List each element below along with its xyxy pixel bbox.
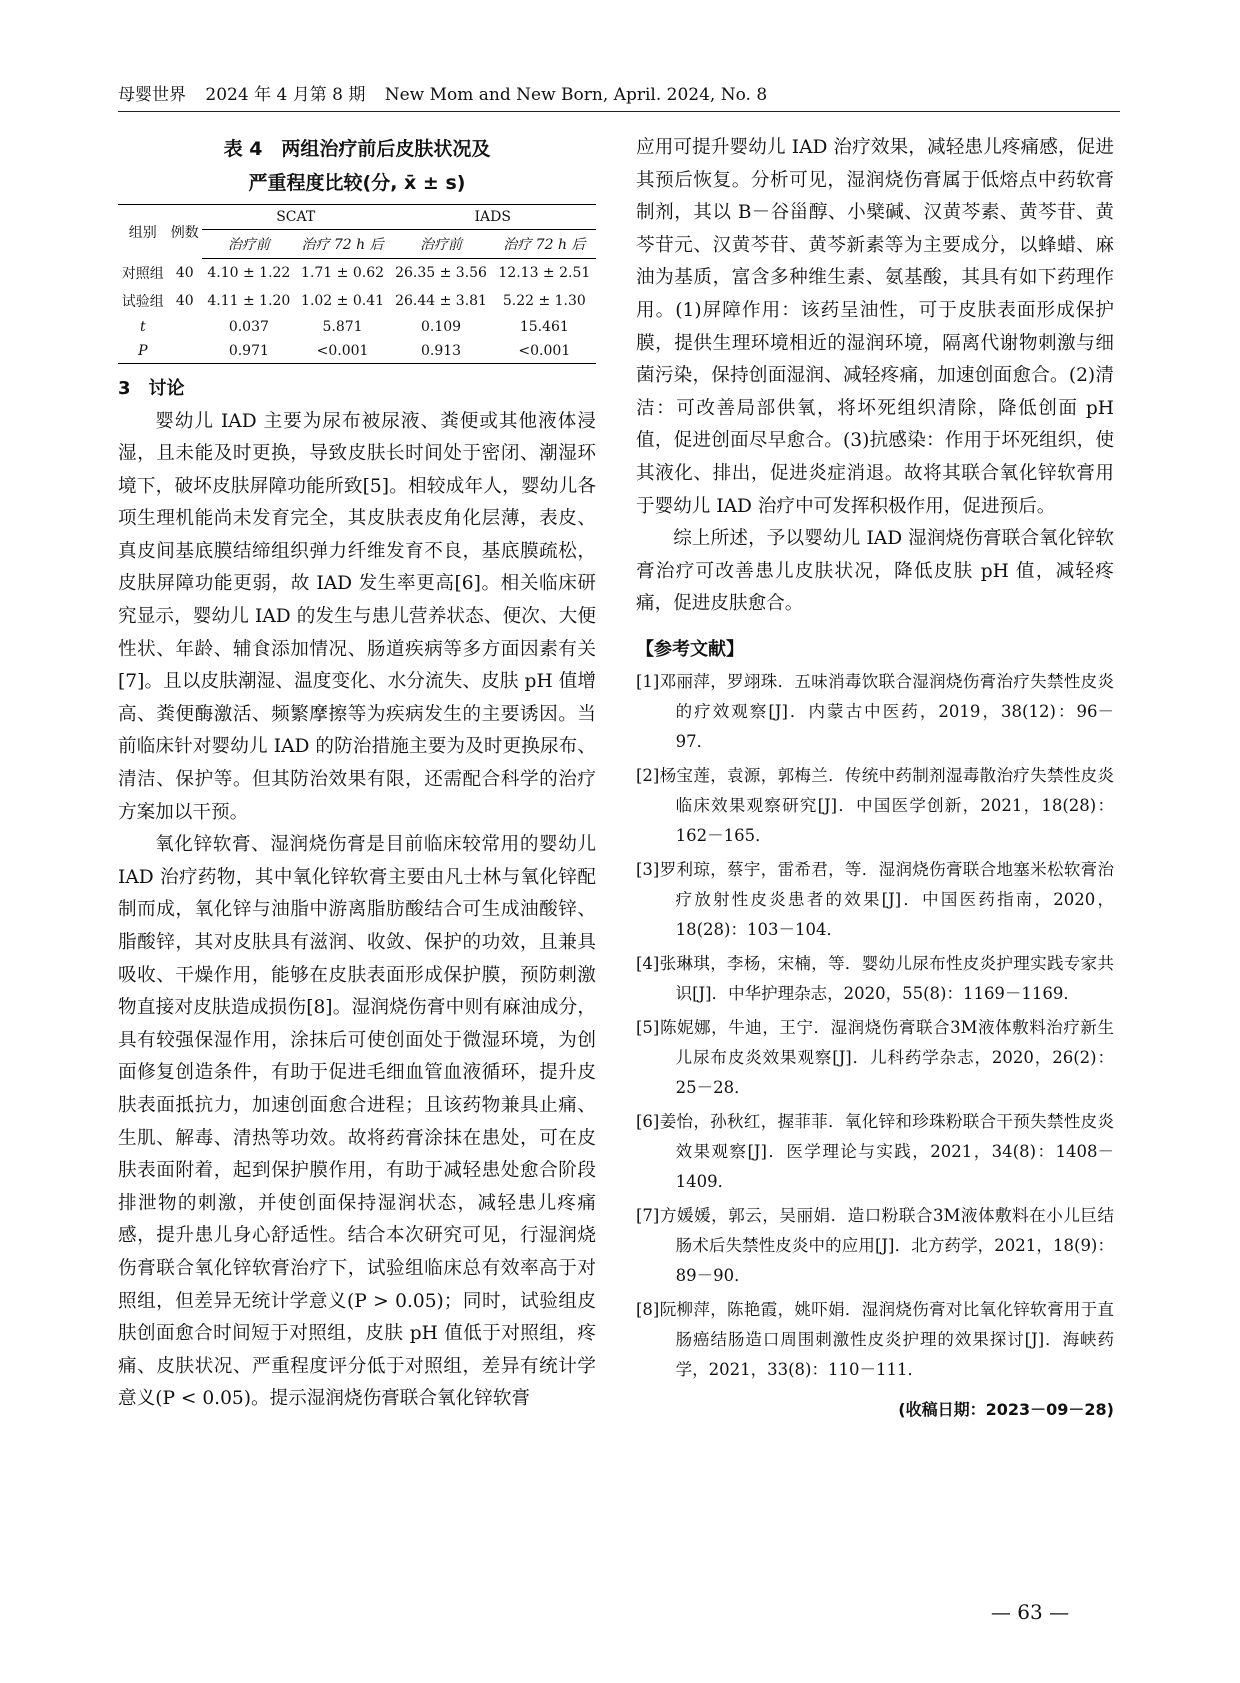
journal-name: 母婴世界 — [118, 85, 186, 105]
table-title-line1: 表 4 两组治疗前后皮肤状况及 — [223, 138, 491, 160]
table-cell: <0.001 — [296, 339, 390, 364]
table-row — [118, 287, 596, 315]
table-cell: 0.037 — [228, 318, 269, 335]
table-cell: 26.35 ± 3.56 — [395, 264, 487, 281]
table-cell: 12.13 ± 2.51 — [498, 264, 591, 281]
section-title: 3 讨论 — [118, 377, 185, 399]
table-cell: 1.02 ± 0.41 — [301, 292, 385, 309]
reference-item: [7]方媛媛，郭云，吴丽娟．造口粉联合3M液体敷料在小儿巨结肠术后失禁性皮炎中的应用[J]．北方药学，2021，18(9)：89－90． — [636, 1205, 1114, 1285]
scat-after-header: 治疗 72 h 后 — [296, 230, 390, 259]
table-cell: P — [118, 339, 168, 364]
reference-item: [5]陈妮娜，牛迪，王宁．湿润烧伤膏联合3M液体敷料治疗新生儿尿布皮炎效果观察[J]．儿科药学杂志，2020，26(2)：25－28． — [636, 1017, 1114, 1097]
table-cell: 0.913 — [389, 339, 492, 364]
running-header — [118, 80, 1120, 112]
body-paragraph: 应用可提升婴幼儿 IAD 治疗效果，减轻患儿疼痛感，促进其预后恢复。分析可见，湿润烧伤膏属于低熔点中药软膏制剂，其以 B－谷甾醇、小檗碱、汉黄芩素、黄芩苷、黄芩苷元、汉黄芩苷、黄芩新素等为主要成分，以蜂蜡、麻油为基质，富含多种维生素、氨基酸，其具有如下药理作用。(1)屏障作用：该药呈油性，可于皮肤表面形成保护膜，提供生理环境相近的湿润环境，隔离代谢物刺激与细菌污染，保持创面湿润、减轻疼痛，加速创面愈合。(2)清洁：可改善局部供氧，将坏死组织清除，降低创面 pH 值，促进创面尽早愈合。(3)抗感染：作用于坏死组织，使其液化、排出，促进炎症消退。故将其联合氧化锌软膏用于婴幼儿 IAD 治疗中可发挥积极作用，促进预后。 — [636, 137, 1114, 517]
table-cell: 15.461 — [519, 318, 569, 335]
table-cell: 40 — [175, 264, 194, 281]
table-cell: <0.001 — [493, 339, 596, 364]
reference-item: [6]姜怡，孙秋红，握菲菲．氧化锌和珍珠粉联合干预失禁性皮炎效果观察[J]．医学理论与实践，2021，34(8)：1408－1409． — [636, 1111, 1114, 1191]
issue-cn: 2024 年 4 月第 8 期 — [205, 85, 366, 105]
reference-item: [4]张琳琪，李杨，宋楠，等．婴幼儿尿布性皮炎护理实践专家共识[J]．中华护理杂志，2020，55(8)：1169－1169． — [636, 953, 1114, 1003]
table-row — [118, 315, 596, 339]
body-paragraph: 婴幼儿 IAD 主要为尿布被尿液、粪便或其他液体浸湿，且未能及时更换，导致皮肤长时间处于密闭、潮湿环境下，破坏皮肤屏障功能所致[5]。相较成年人，婴幼儿各项生理机能尚未发育完全，其皮肤表皮角化层薄，表皮、真皮间基底膜结缔组织弹力纤维发育不良，基底膜疏松，皮肤屏障功能更弱，故 IAD 发生率更高[6]。相关临床研究显示，婴幼儿 IAD 的发生与患儿营养状态、便次、大便性状、年龄、辅食添加情况、肠道疾病等多方面因素有关[7]。且以皮肤潮湿、温度变化、水分流失、皮肤 pH 值增高、粪便酶激活、频繁摩擦等为疾病发生的主要诱因。当前临床针对婴幼儿 IAD 的防治措施主要为及时更换尿布、清洁、保护等。但其防治效果有限，还需配合科学的治疗方案加以干预。 — [118, 410, 596, 823]
iads-header: IADS — [389, 205, 596, 230]
scat-before-header: 治疗前 — [202, 230, 296, 259]
table-title-line2: 严重程度比较(分, x̄ ± s) — [248, 172, 466, 194]
table-cell — [168, 339, 202, 364]
table-cell: 0.971 — [202, 339, 296, 364]
reference-item: [3]罗利琼，蔡宇，雷希君，等．湿润烧伤膏联合地塞米松软膏治疗放射性皮炎患者的效果[J]．中国医药指南，2020，18(28)：103－104． — [636, 859, 1114, 939]
table-row — [118, 259, 596, 287]
table-cell: 40 — [175, 292, 194, 309]
body-paragraph: 氧化锌软膏、湿润烧伤膏是目前临床较常用的婴幼儿 IAD 治疗药物，其中氧化锌软膏主要由凡士林与氧化锌配制而成，氧化锌与油脂中游离脂肪酸结合可生成油酸锌、脂酸锌，其对皮肤具有滋润、收敛、保护的功效，且兼具吸收、干燥作用，能够在皮肤表面形成保护膜，预防刺激物直接对皮肤造成损伤[8]。湿润烧伤膏中则有麻油成分，具有较强保湿作用，涂抹后可使创面处于微湿环境，为创面修复创造条件，有助于促进毛细血管血液循环，提升皮肤表面抵抗力，加速创面愈合进程；且该药物兼具止痛、生肌、解毒、清热等功效。故将药膏涂抹在患处，可在皮肤表面附着，起到保护膜作用，有助于减轻患处愈合阶段排泄物的刺激，并使创面保持湿润状态，减轻患儿疼痛感，提升患儿身心舒适性。结合本次研究可见，行湿润烧伤膏联合氧化锌软膏治疗下，试验组临床总有效率高于对照组，但差异无统计学意义(P > 0.05)；同时，试验组皮肤创面愈合时间短于对照组，皮肤 pH 值低于对照组，疼痛、皮肤状况、严重程度评分低于对照组，差异有统计学意义(P < 0.05)。提示湿润烧伤膏联合氧化锌软膏 — [118, 834, 596, 1410]
body-paragraph: 综上所述，予以婴幼儿 IAD 湿润烧伤膏联合氧化锌软膏治疗可改善患儿皮肤状况，降低皮肤 pH 值，减轻疼痛，促进皮肤愈合。 — [636, 528, 1114, 615]
table-cell: 试验组 — [121, 293, 164, 310]
table-row — [118, 339, 596, 364]
table-cell: 4.10 ± 1.22 — [207, 264, 291, 281]
reference-item: [1]邓丽萍，罗翊珠．五味消毒饮联合湿润烧伤膏治疗失禁性皮炎的疗效观察[J]．内蒙古中医药，2019，38(12)：96－97． — [636, 671, 1114, 751]
reference-item: [2]杨宝莲，袁源，郭梅兰．传统中药制剂湿毒散治疗失禁性皮炎临床效果观察研究[J]．中国医学创新，2021，18(28)：162－165． — [636, 765, 1114, 845]
table-cell: t — [139, 318, 146, 335]
received-date: (收稿日期：2023－09－28) — [898, 1399, 1114, 1419]
page-number: — 63 — — [990, 1600, 1070, 1624]
iads-after-header: 治疗 72 h 后 — [493, 230, 596, 259]
table-cell: 4.11 ± 1.20 — [207, 292, 291, 309]
table-cell: 1.71 ± 0.62 — [301, 264, 385, 281]
right-column — [636, 132, 1114, 1420]
results-table — [118, 204, 596, 364]
reference-item: [8]阮柳萍，陈艳霞，姚吓娟．湿润烧伤膏对比氧化锌软膏用于直肠癌结肠造口周围刺激性皮炎护理的效果探讨[J]．海峡药学，2021，33(8)：110－111． — [636, 1299, 1114, 1379]
scat-header: SCAT — [202, 205, 389, 230]
left-column — [118, 132, 596, 1416]
col-group-header: 组别 — [118, 205, 168, 259]
table-cell: 5.22 ± 1.30 — [502, 292, 586, 309]
table-cell — [168, 315, 202, 339]
table-cell: 对照组 — [121, 265, 164, 282]
col-n-header: 例数 — [168, 205, 202, 259]
table-cell: 0.109 — [420, 318, 462, 335]
table-cell: 5.871 — [322, 318, 363, 335]
table-cell: 26.44 ± 3.81 — [395, 292, 487, 309]
references-title: 【参考文献】 — [636, 638, 744, 660]
issue-en: New Mom and New Born, April. 2024, No. 8 — [384, 85, 768, 105]
iads-before-header: 治疗前 — [389, 230, 492, 259]
